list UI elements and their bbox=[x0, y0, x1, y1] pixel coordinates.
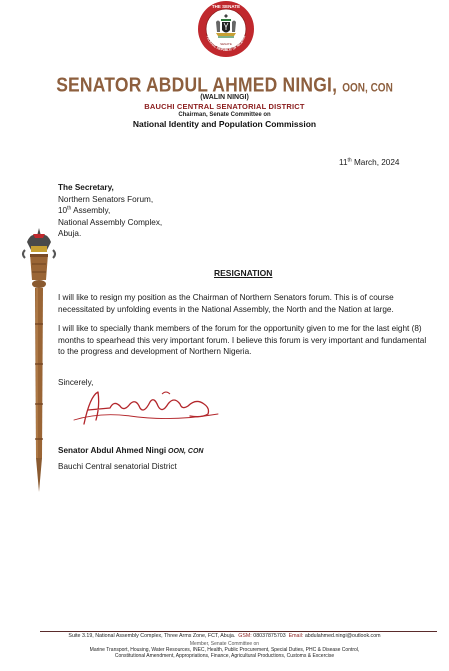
mace-icon bbox=[17, 224, 61, 494]
footer-gsm: 08037875703 bbox=[253, 633, 286, 639]
footer-divider bbox=[40, 631, 437, 632]
body-paragraph: I will like to specially thank members of the forum for the opportunity given to me for the last eight (8) months to spearhead this very important forum. I believe this forum is very important and fundamental to the progress and development of Northern Nigeria. bbox=[58, 324, 427, 356]
footer-member-label: Member, Senate Committee on bbox=[189, 641, 260, 647]
footer-contact: Suite 3.19, National Assembly Complex, Three Arms Zone, FCT, Abuja. GSM: 08037875703 Email: abdulahmed.ningi@outlook.com bbox=[68, 633, 381, 639]
letterhead-honours: OON, CON bbox=[342, 82, 393, 95]
letterhead-role: Chairman, Senate Committee on bbox=[178, 112, 271, 118]
handwritten-signature bbox=[70, 386, 235, 430]
senate-seal-icon bbox=[197, 0, 255, 58]
body-paragraph: I will like to resign my position as the Chairman of Northern Senators forum. This is of course necessitated by unfolding events in the National Assembly, the North and the Nation at large. bbox=[58, 293, 394, 314]
letterhead-name-text: SENATOR ABDUL AHMED NINGI, bbox=[56, 73, 338, 96]
footer-committees: Constitutional Amendment, Appropriations, Finance, Agricultural Productions, Customs & Excercise bbox=[114, 653, 335, 659]
letter-date: 11th March, 2024 bbox=[339, 157, 400, 167]
recipient-title: The Secretary, bbox=[58, 183, 114, 192]
seal-ring-text: FEDERAL REPUBLIC OF NIGERIA bbox=[205, 35, 247, 53]
recipient-line: Northern Senators Forum, bbox=[58, 194, 154, 204]
signer-name: Senator Abdul Ahmed Ningi OON, CON bbox=[58, 446, 204, 455]
seal-title: THE SENATE bbox=[211, 4, 241, 9]
recipient-address bbox=[58, 182, 162, 240]
recipient-line: National Assembly Complex, bbox=[58, 217, 163, 227]
signer-district: Bauchi Central senatorial District bbox=[58, 462, 177, 471]
footer-committees: Marine Transport, Housing, Water Resources, INEC, Health, Public Procurement, Special Duties, PHC & Disease Control, bbox=[89, 647, 360, 653]
closing: Sincerely, bbox=[58, 378, 94, 387]
letterhead-alias: (WALIN NINGI) bbox=[200, 94, 249, 101]
footer-address: Suite 3.19, National Assembly Complex, Three Arms Zone, FCT, Abuja. bbox=[68, 633, 236, 639]
letter-heading: RESIGNATION bbox=[214, 268, 273, 278]
letterhead-district: BAUCHI CENTRAL SENATORIAL DISTRICT bbox=[144, 102, 305, 111]
letterhead-commission: National Identity and Population Commission bbox=[132, 119, 317, 129]
svg-text:SENATE: SENATE bbox=[220, 42, 232, 46]
recipient-line: 10th Assembly, bbox=[58, 205, 111, 215]
recipient-line: Abuja. bbox=[58, 229, 82, 238]
footer-email: abdulahmed.ningi@outlook.com bbox=[304, 633, 381, 639]
